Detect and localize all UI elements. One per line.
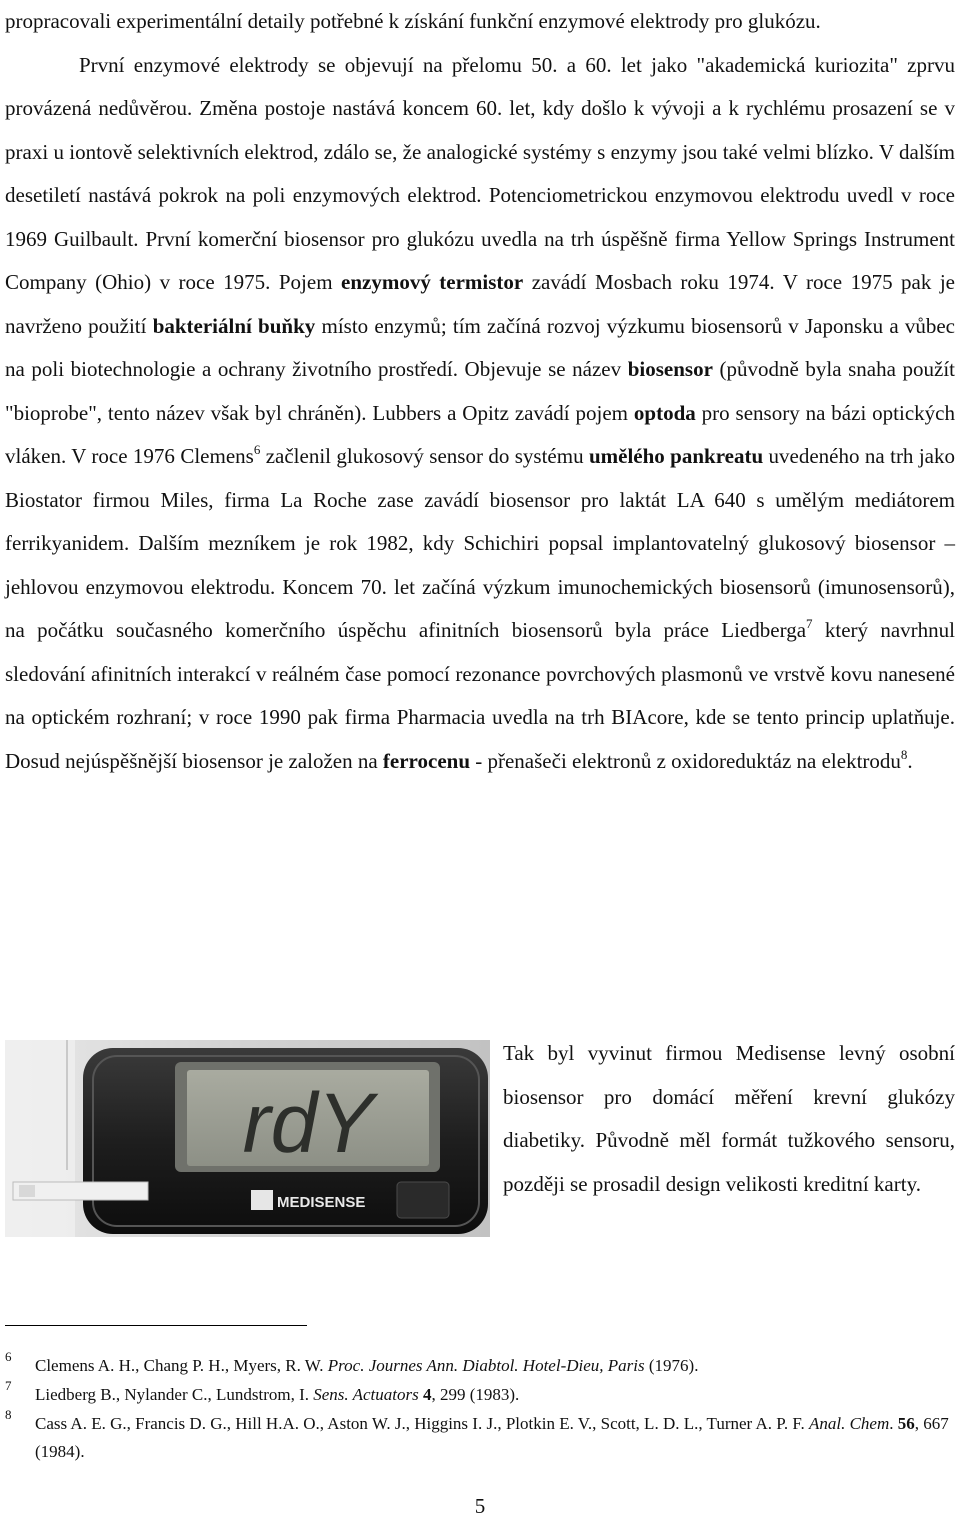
footnote-reference: 7 <box>806 616 813 631</box>
bold-term: 56 <box>897 1413 915 1433</box>
text-run: Proc. Journes Ann. Diabtol. Hotel-Dieu, Paris <box>327 1356 645 1375</box>
bold-term: biosensor <box>627 357 713 381</box>
text-run: zavádí Mosbach roku 1974. V roce 1975 pak je navrženo použití <box>5 270 956 338</box>
footnote-item <box>5 1406 955 1468</box>
figure-side-text: Tak byl vyvinut firmou Medisense levný osobní biosensor pro domácí měření krevní glukózy diabetiky. Původně měl formát tužkového sensoru, později se prosadil design velikosti kreditní karty. <box>503 1041 955 1196</box>
text-run: místo enzymů; tím začíná rozvoj výzkumu biosensorů v Japonsku a vůbec na poli biotechnologie a ochrany životního prostředí. Objevuje se název <box>5 313 955 381</box>
meter-display-text: rdY <box>242 1076 374 1170</box>
text-run: . <box>907 748 913 773</box>
footnote-text <box>25 1352 955 1381</box>
bold-term: bakteriální buňky <box>152 313 316 338</box>
bold-term: optoda <box>633 400 696 425</box>
footnotes <box>5 1349 955 1467</box>
footnote-item <box>5 1349 955 1381</box>
document-page <box>5 0 956 1518</box>
bold-term: ferrocenu <box>382 748 470 773</box>
footnote-separator <box>5 1325 307 1326</box>
text-run: . <box>889 1413 898 1433</box>
footnote-reference: 6 <box>253 442 261 457</box>
footnote-item <box>5 1377 955 1410</box>
figure-block <box>5 1040 955 1240</box>
text-run: propracovali experimentální detaily potřebné k získání funkční enzymové elektrody pro glukózu. <box>5 9 821 33</box>
text-run: Anal. Chem <box>808 1413 890 1433</box>
text-run: První enzymové elektrody se objevují na přelomu 50. a 60. let jako "akademická kuriozita" zprvu provázená nedůvěrou. Změna postoje nastává koncem 60. let, kdy došlo k vývoji a k rychlému prosazení se v praxi u iontově selektivních elektrod, zdálo se, že analogické systémy s enzymy jsou také velmi blízko. V dalším desetiletí nastává pokrok na poli enzymových elektrod. Potenciometrickou enzymovou elektrodu uvedl v roce 1969 Guilbault. První komerční biosensor pro glukózu uvedla na trh úspěšně firma Yellow Springs Instrument Company (Ohio) v roce 1975. Pojem <box>5 52 955 294</box>
footnote-number: 8 <box>5 1406 12 1422</box>
bold-term: 4 <box>422 1384 432 1404</box>
text-run: Clemens A. H., Chang P. H., Myers, R. W. <box>35 1356 328 1375</box>
footnote-number: 6 <box>5 1349 12 1364</box>
text-run: - přenašeči elektronů z oxidoreduktáz na elektrodu <box>470 748 901 773</box>
bold-term: enzymový termistor <box>341 270 524 294</box>
meter-brand-text: MEDISENSE <box>277 1194 366 1211</box>
text-run: , 667 (1984). <box>35 1413 949 1462</box>
footnote-text <box>25 1381 955 1410</box>
text-run: začlenil glukosový sensor do systému <box>260 444 589 468</box>
footnote-reference: 8 <box>900 746 908 762</box>
glucose-meter-photo <box>5 1040 490 1237</box>
text-run: Sens. Actuators <box>313 1384 419 1404</box>
text-run: , 299 (1983). <box>431 1384 520 1404</box>
page-number: 5 <box>474 1494 486 1518</box>
text-run: Liedberg B., Nylander C., Lundstrom, I. <box>35 1384 314 1404</box>
footnote-text <box>25 1410 955 1468</box>
paragraph <box>5 0 955 44</box>
text-run: (1976). <box>644 1356 699 1375</box>
text-run: uvedeného na trh jako Biostator firmou Miles, firma La Roche zase zavádí biosensor pro laktát LA 640 s umělým mediátorem ferrikyanidem. Dalším mezníkem je rok 1982, kdy Schichiri popsal implantovatelný glukosový biosensor – jehlovou enzymovou elektrodu. Koncem 70. let začíná výzkum imunochemických biosensorů (imunosensorů), na počátku současného komerčního úspěchu afinitních biosensorů byla práce Liedberga <box>5 444 955 642</box>
paragraph <box>5 44 955 784</box>
text-run: Cass A. E. G., Francis D. G., Hill H.A. O., Aston W. J., Higgins I. J., Plotkin E. V., Scott, L. D. L., Turner A. P. F. <box>35 1413 809 1433</box>
footnote-number: 7 <box>5 1377 12 1393</box>
text-run: (původně byla snaha použít "bioprobe", tento název však byl chráněn). Lubbers a Opitz zavádí pojem <box>5 357 956 425</box>
bold-term: umělého pankreatu <box>588 444 764 468</box>
body-text <box>5 0 955 783</box>
text-run: který navrhnul sledování afinitních interakcí v reálném čase pomocí rezonance povrchových plasmonů ve vrstvě kovu nanesené na optickém rozhraní; v roce 1990 pak firma Pharmacia uvedla na trh BIAcore, kde se tento princip uplatňuje. Dosud nejúspěšnější biosensor je založen na <box>5 618 955 773</box>
text-run: pro sensory na bázi optických vláken. V roce 1976 Clemens <box>5 400 955 468</box>
